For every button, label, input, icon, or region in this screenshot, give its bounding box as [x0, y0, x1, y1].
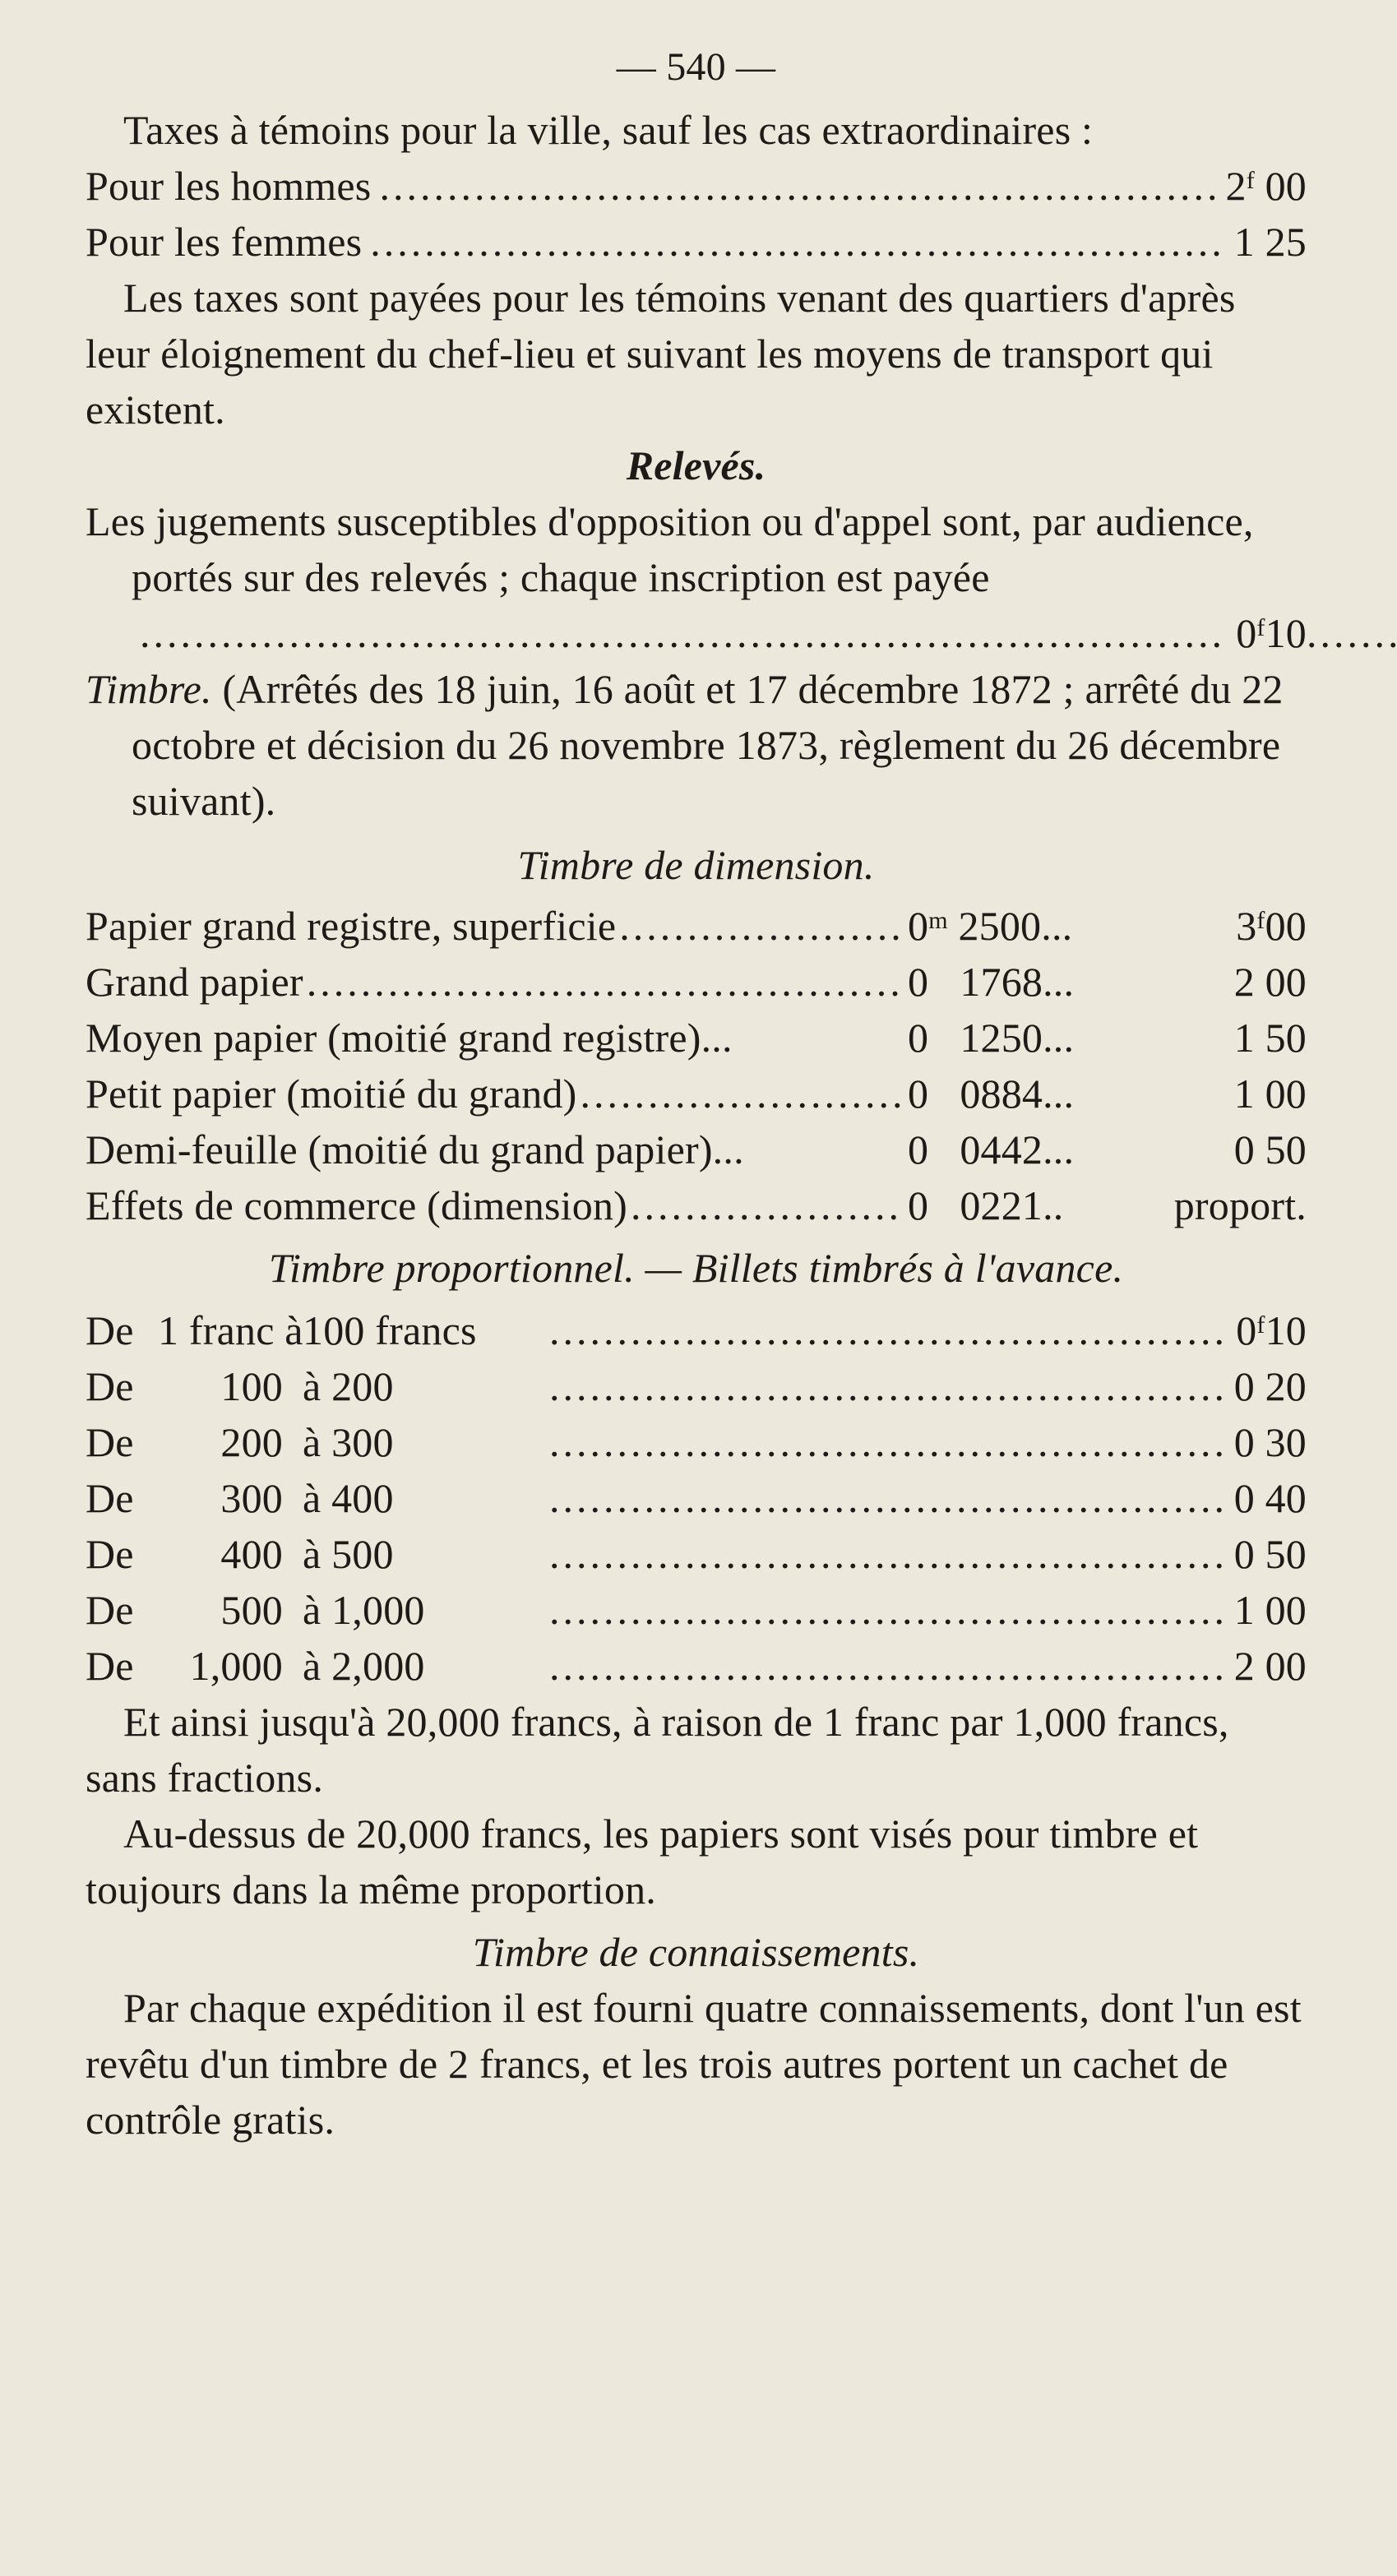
releves-paragraph [86, 493, 1307, 661]
proportionnel-row: De 1 franc à 100 francs ..... 0$^f$10 [86, 1302, 1307, 1358]
proportionnel-amount: 2 00 [1233, 1643, 1307, 1689]
taxes-row-hommes [86, 158, 1307, 214]
dimension-row: Effets de commerce (dimension) ..... 0 0221.. proport. [86, 1177, 1307, 1233]
proportionnel-amount: 1 00 [1233, 1587, 1307, 1633]
dimension-heading: Timbre de dimension. [517, 842, 875, 888]
dimension-row: Demi-feuille (moitié du grand papier)... 0 0442... 0 50 [86, 1122, 1307, 1177]
proportionnel-table [86, 1302, 1307, 1694]
dimension-row: Moyen papier (moitié grand registre)... 0 1250... 1 50 [86, 1010, 1307, 1066]
dimension-size: 0 1250... [908, 1015, 1075, 1061]
proportionnel-row: De 200 à 300 ..... 0 30 [86, 1414, 1307, 1470]
dimension-price: proport. [1173, 1182, 1307, 1228]
proportionnel-para1: Et ainsi jusqu'à 20,000 francs, à raison de 1 franc par 1,000 francs, sans fractions. [86, 1699, 1229, 1801]
dimension-price: 3$^f$00 [1236, 903, 1307, 949]
proportionnel-amount: 0 40 [1233, 1475, 1307, 1521]
releves-text: Les jugements susceptibles d'opposition ou d'appel sont, par audience, portés sur des relevés ; chaque inscription est payée [86, 498, 1254, 600]
proportionnel-row: De 500 à 1,000 ..... 1 00 [86, 1582, 1307, 1638]
dimension-table [86, 898, 1307, 1233]
taxes-row-amount: 2$^f$ 00 [1225, 163, 1307, 209]
taxes-row-femmes [86, 214, 1307, 270]
proportionnel-row: De 400 à 500 ..... 0 50 [86, 1526, 1307, 1582]
taxes-intro: Taxes à témoins pour la ville, sauf les cas extraordinaires : [123, 107, 1094, 153]
dimension-price: 1 50 [1233, 1015, 1307, 1061]
dimension-row: Papier grand registre, superficie ..... 0$^m$ 2500... 3$^f$00 [86, 898, 1307, 954]
connaissements-text: Par chaque expédition il est fourni quatre connaissements, dont l'un est revêtu d'un timbre de 2 francs, et les trois autres portent un cachet de contrôle gratis. [86, 1985, 1302, 2143]
page-number: — 540 — [616, 45, 776, 89]
proportionnel-amount: 0 50 [1233, 1531, 1307, 1577]
taxes-row-label: Pour les hommes [86, 163, 372, 209]
dimension-price: 1 00 [1233, 1071, 1307, 1117]
releves-heading: Relevés. [626, 442, 766, 488]
taxes-row-amount: 1 25 [1233, 219, 1307, 265]
taxes-note: Les taxes sont payées pour les témoins venant des quartiers d'après leur éloignement du chef-lieu et suivant les moyens de transport qui existent. [86, 275, 1236, 432]
dimension-size: 0 0221.. [908, 1182, 1064, 1228]
dimension-price: 0 50 [1233, 1126, 1307, 1172]
proportionnel-amount: 0$^f$10 [1236, 1307, 1307, 1353]
dimension-size: 0$^m$ 2500... [908, 903, 1073, 949]
dimension-size: 0 1768... [908, 959, 1075, 1005]
timbre-label: Timbre. [86, 666, 212, 712]
dimension-size: 0 0442... [908, 1126, 1075, 1172]
dimension-row: Grand papier ..... 0 1768... 2 00 [86, 954, 1307, 1010]
connaissements-heading: Timbre de connaissements. [472, 1929, 920, 1975]
dimension-row: Petit papier (moitié du grand) ..... 0 0884... 1 00 [86, 1066, 1307, 1122]
proportionnel-heading: Timbre proportionnel. — Billets timbrés à l'avance. [268, 1245, 1124, 1291]
proportionnel-row: De 1,000 à 2,000 ..... 2 00 [86, 1638, 1307, 1694]
proportionnel-amount: 0 30 [1233, 1419, 1307, 1465]
proportionnel-amount: 0 20 [1233, 1363, 1307, 1409]
proportionnel-row: De 100 à 200 ..... 0 20 [86, 1358, 1307, 1414]
dimension-size: 0 0884... [908, 1071, 1075, 1117]
taxes-row-label: Pour les femmes [86, 219, 363, 265]
timbre-text: (Arrêtés des 18 juin, 16 août et 17 décembre 1872 ; arrêté du 22 octobre et décision du 26 novembre 1873, règlement du 26 décembre suivant). [132, 666, 1284, 824]
timbre-paragraph [86, 661, 1307, 829]
releves-amount: 0$^f$10 [1224, 605, 1307, 661]
leader-dots [370, 214, 1225, 270]
leader-dots [379, 158, 1217, 214]
proportionnel-row: De 300 à 400 ..... 0 40 [86, 1470, 1307, 1526]
dimension-price: 2 00 [1233, 959, 1307, 1005]
proportionnel-para2: Au-dessus de 20,000 francs, les papiers sont visés pour timbre et toujours dans la même proportion. [86, 1811, 1199, 1912]
